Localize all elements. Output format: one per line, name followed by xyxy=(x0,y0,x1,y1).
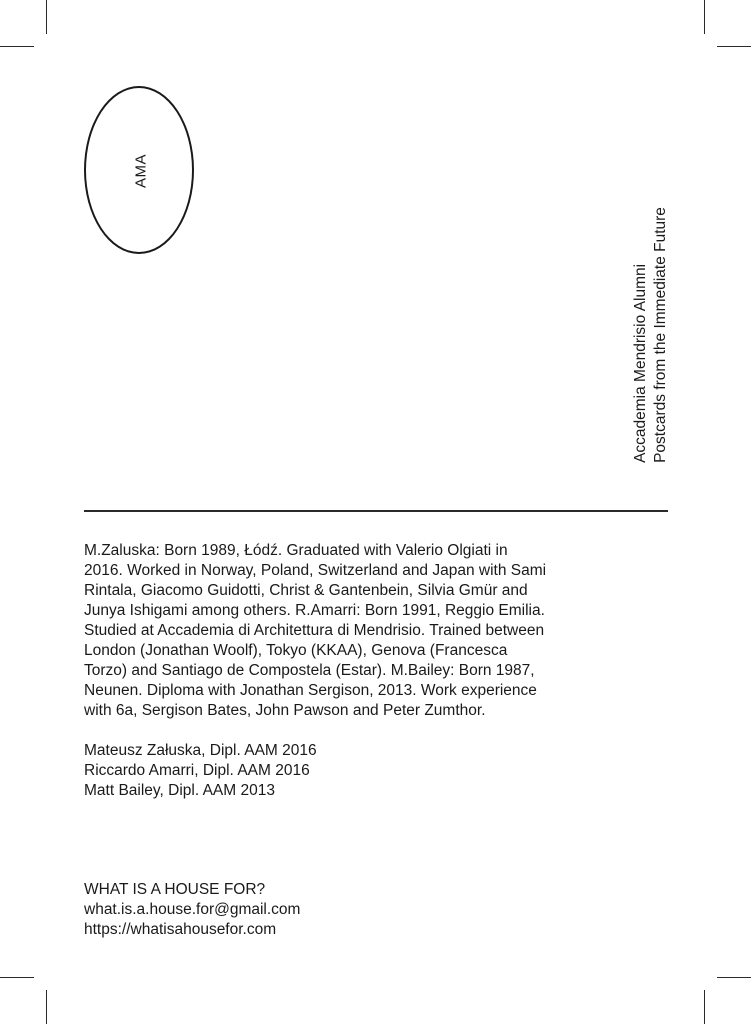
divider-rule xyxy=(84,510,668,512)
contact-email: what.is.a.house.for@gmail.com xyxy=(84,901,301,918)
crop-mark-top-right-horizontal xyxy=(717,46,751,47)
contact-block xyxy=(84,880,300,940)
crop-mark-top-left-horizontal xyxy=(0,46,34,47)
bio-line: Neunen. Diploma with Jonathan Sergison, 2013. Work experience xyxy=(84,682,537,699)
vertical-title-line-2: Postcards from the Immediate Future xyxy=(652,207,669,463)
crop-mark-bottom-left-vertical xyxy=(46,990,47,1024)
bio-paragraph xyxy=(84,541,614,721)
author-entry: Mateusz Załuska, Dipl. AAM 2016 xyxy=(84,742,317,759)
crop-mark-top-right-vertical xyxy=(704,0,705,34)
bio-line: with 6a, Sergison Bates, John Pawson and Peter Zumthor. xyxy=(84,702,486,719)
crop-mark-top-left-vertical xyxy=(46,0,47,34)
crop-mark-bottom-left-horizontal xyxy=(0,977,34,978)
vertical-title-line-1: Accademia Mendrisio Alumni xyxy=(632,263,649,463)
bio-line: Studied at Accademia di Architettura di Mendrisio. Trained between xyxy=(84,622,545,639)
bio-line: Torzo) and Santiago de Compostela (Estar). M.Bailey: Born 1987, xyxy=(84,662,535,679)
logo-text: AMA xyxy=(132,153,150,189)
author-entry: Riccardo Amarri, Dipl. AAM 2016 xyxy=(84,762,310,779)
crop-mark-bottom-right-vertical xyxy=(704,990,705,1024)
bio-line: Junya Ishigami among others. R.Amarri: Born 1991, Reggio Emilia. xyxy=(84,602,545,619)
bio-line: 2016. Worked in Norway, Poland, Switzerland and Japan with Sami xyxy=(84,562,547,579)
bio-line: Rintala, Giacomo Guidotti, Christ & Gantenbein, Silvia Gmür and xyxy=(84,582,528,599)
crop-mark-bottom-right-horizontal xyxy=(717,977,751,978)
bio-line: London (Jonathan Woolf), Tokyo (KKAA), Genova (Francesca xyxy=(84,642,508,659)
bio-line: M.Zaluska: Born 1989, Łódź. Graduated with Valerio Olgiati in xyxy=(84,542,508,559)
contact-website: https://whatisahousefor.com xyxy=(84,921,277,938)
authors-list xyxy=(84,741,317,801)
author-entry: Matt Bailey, Dipl. AAM 2013 xyxy=(84,782,275,799)
contact-title: WHAT IS A HOUSE FOR? xyxy=(84,881,266,898)
vertical-title xyxy=(631,207,671,463)
